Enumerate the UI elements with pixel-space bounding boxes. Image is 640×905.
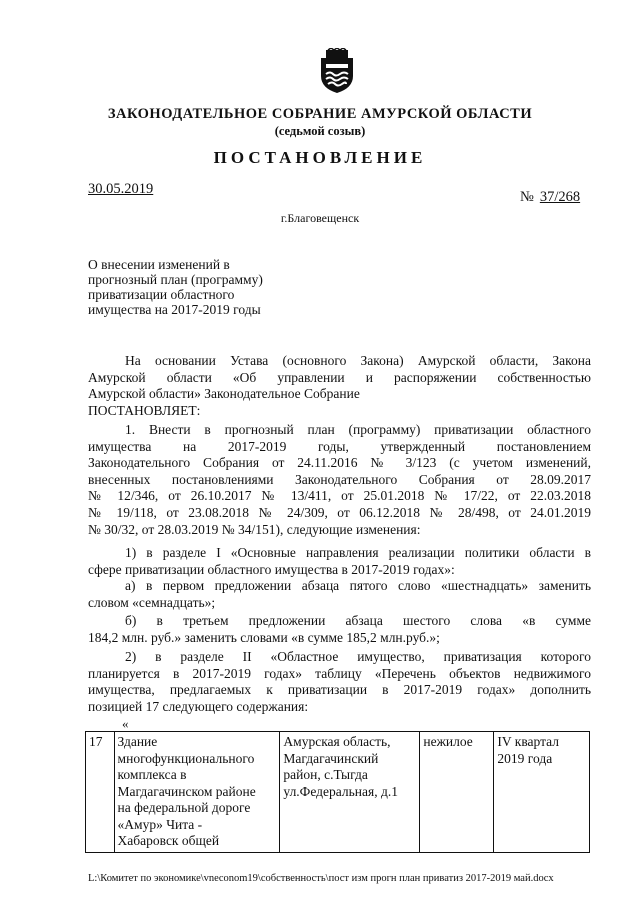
text-line: позицией 17 следующего содержания: xyxy=(88,698,309,714)
objects-table xyxy=(85,731,590,853)
text-line: Законодательного Собрания от 24.11.2016 № 3/123 (с учетом изменений, xyxy=(88,455,591,471)
text-line: № 30/32, от 28.03.2019 № 34/151), следующие изменения: xyxy=(88,521,421,537)
subject-line: прогнозный план (программу) xyxy=(88,272,263,287)
cell-line: 2019 года xyxy=(497,750,553,766)
text-line: сфере приватизации областного имущества в 2017-2019 годах»: xyxy=(88,561,455,577)
number-value: 37/268 xyxy=(539,189,581,205)
cell-object xyxy=(114,732,280,853)
text-line: Амурской области» Законодательное Собрание xyxy=(88,386,360,402)
cell-period xyxy=(494,732,590,853)
text-line: имущества на 2017-2019 годы, утвержденный постановлением xyxy=(88,438,591,454)
text-line: 1. Внести в прогнозный план (программу) приватизации областного xyxy=(125,422,591,437)
text-line: планируется в 2017-2019 годах» таблицу «Перечень объектов недвижимого xyxy=(88,665,591,681)
text-line: Амурской области «Об управлении и распоряжении собственностью xyxy=(88,369,591,385)
subject-line: приватизации областного xyxy=(88,287,235,302)
text-line: № 19/118, от 23.08.2018 № 24/309, от 06.12.2018 № 28/498, от 24.01.2019 xyxy=(88,504,591,520)
subject-line: О внесении изменений в xyxy=(88,257,230,272)
cell-line: Магдагачинский xyxy=(283,750,379,766)
cell-type: нежилое xyxy=(420,732,494,853)
cell-line: район, с.Тыгда xyxy=(283,767,368,782)
item-1-1-paragraph xyxy=(88,545,591,578)
subject-line: имущества на 2017-2019 годы xyxy=(88,302,261,317)
preamble-paragraph xyxy=(88,353,591,419)
document-city: г.Благовещенск xyxy=(280,211,360,225)
cell-line: «Амур» Чита - xyxy=(117,816,203,832)
text-line: внесенных постановлениями Законодательного Собрания от 28.09.2017 xyxy=(88,471,591,487)
footer-file-path: L:\Комитет по экономике\vneconom19\собственность\пост изм прогн план приватиз 2017-2019 май.docx xyxy=(88,873,554,884)
text-line: имущества, предлагаемых к приватизации в 2017-2019 годах» дополнить xyxy=(88,682,591,698)
cell-number: 17 xyxy=(86,732,115,853)
number-sign: № xyxy=(520,189,534,205)
cell-line: комплекса в xyxy=(117,767,187,782)
item-1-paragraph xyxy=(88,422,591,538)
cell-line: ул.Федеральная, д.1 xyxy=(283,783,398,799)
cell-line: IV квартал xyxy=(497,734,560,749)
document-number xyxy=(520,189,580,206)
item-a-paragraph xyxy=(88,578,591,611)
document-subject xyxy=(88,257,308,317)
convocation: (седьмой созыв) xyxy=(274,124,366,138)
cell-line: Магдагачинском районе xyxy=(117,783,256,799)
document-date: 30.05.2019 xyxy=(88,181,154,197)
cell-line: Амурская область, xyxy=(283,734,391,749)
cell-line: многофункционального xyxy=(117,750,255,766)
item-2-paragraph xyxy=(88,649,591,715)
table-row xyxy=(86,732,590,853)
text-line: На основании Устава (основного Закона) Амурской области, Закона xyxy=(125,353,591,368)
text-line: а) в первом предложении абзаца пятого слово «шестнадцать» заменить xyxy=(125,578,591,593)
text-line: ПОСТАНОВЛЯЕТ: xyxy=(88,402,201,418)
cell-line: Хабаровск общей xyxy=(117,833,220,848)
cell-line: на федеральной дороге xyxy=(117,800,251,815)
text-line: 1) в разделе I «Основные направления реализации политики области в xyxy=(125,545,591,560)
organization-name: ЗАКОНОДАТЕЛЬНОЕ СОБРАНИЕ АМУРСКОЙ ОБЛАСТИ xyxy=(107,106,533,122)
text-line: 2) в разделе II «Областное имущество, приватизация которого xyxy=(125,649,591,664)
coat-of-arms-icon xyxy=(318,48,356,94)
document-type: ПОСТАНОВЛЕНИЕ xyxy=(213,148,427,167)
cell-line: Здание xyxy=(117,734,158,749)
text-line: 184,2 млн. руб.» заменить словами «в сумме 185,2 млн.руб.»; xyxy=(88,629,440,645)
item-b-paragraph xyxy=(88,613,591,646)
opening-quote: « xyxy=(122,716,129,731)
text-line: № 12/346, от 26.10.2017 № 13/411, от 25.01.2018 № 17/22, от 22.03.2018 xyxy=(88,488,591,504)
text-line: словом «семнадцать»; xyxy=(88,594,216,610)
cell-address xyxy=(280,732,420,853)
text-line: б) в третьем предложении абзаца шестого слова «в сумме xyxy=(125,613,591,628)
